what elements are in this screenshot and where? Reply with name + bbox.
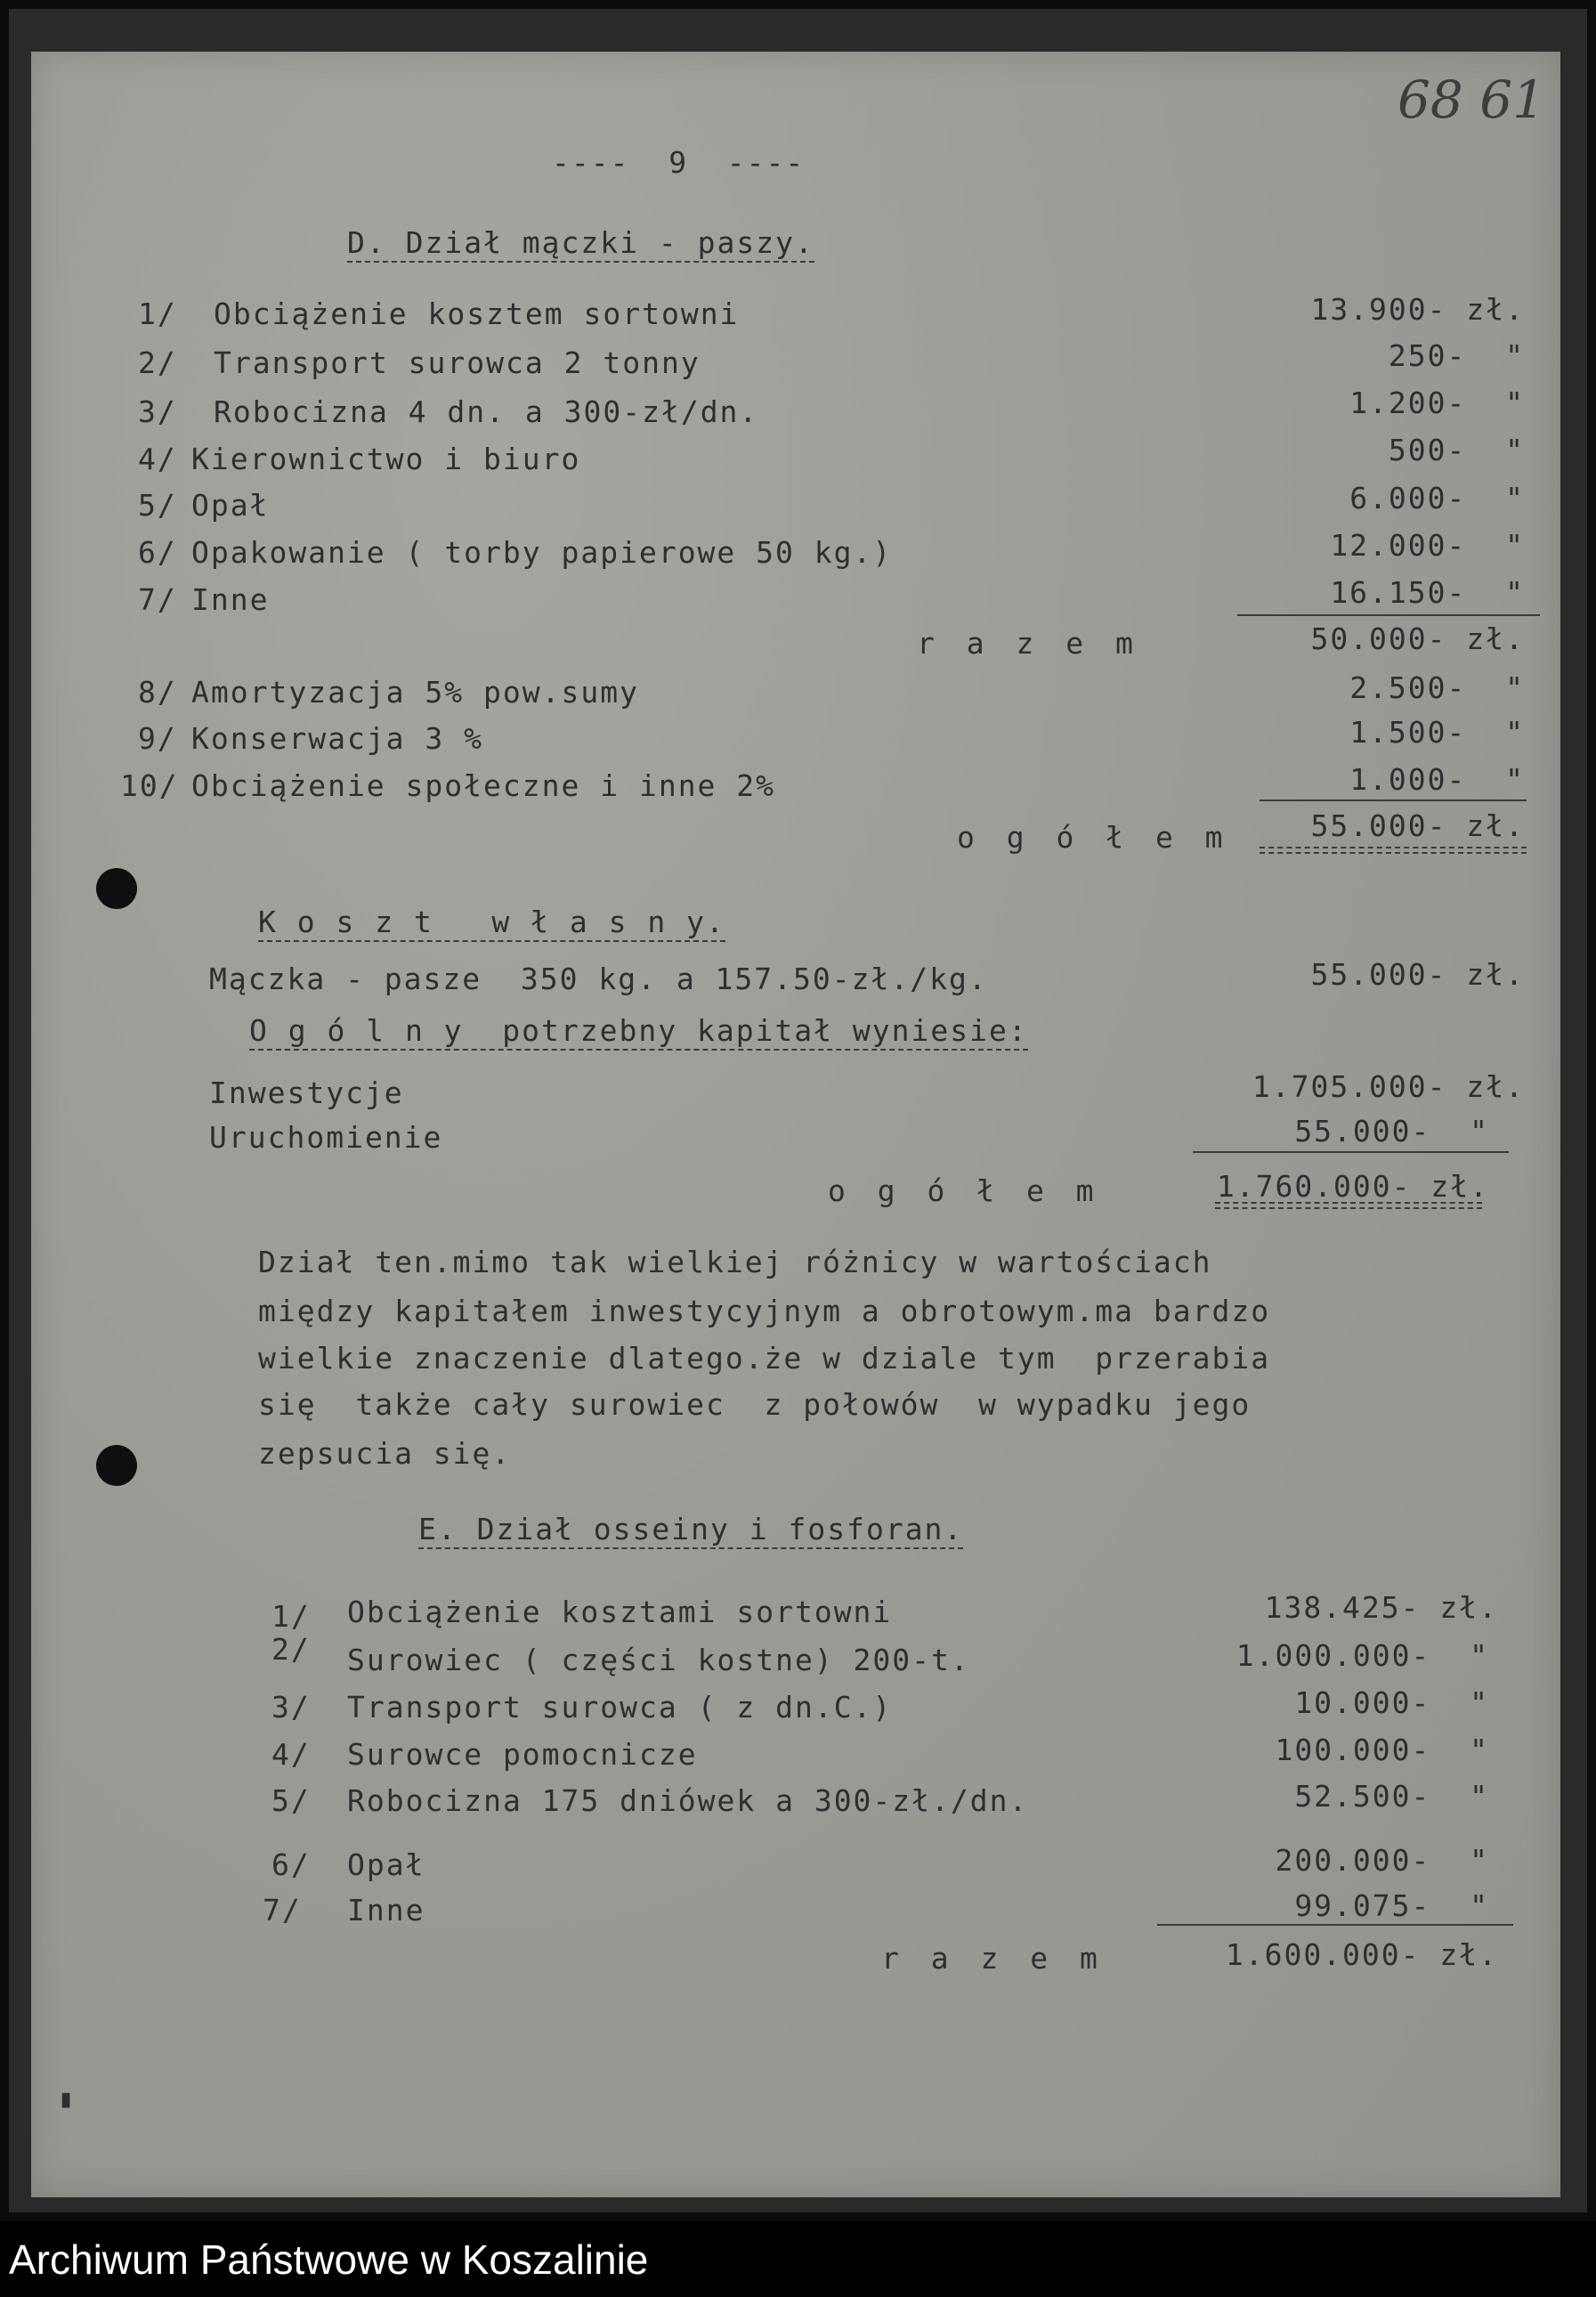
section-d-title: D. Dział mączki - paszy. — [347, 225, 814, 263]
item-amount: 2.500- " — [1349, 670, 1525, 705]
sum-rule — [1157, 1924, 1513, 1926]
sum-rule — [1260, 799, 1527, 801]
punch-hole-top — [96, 868, 137, 909]
subtotal-label: r a z e m — [881, 1941, 1105, 1976]
item-no: 7/ — [138, 582, 177, 617]
item-amount: 13.900- zł. — [1310, 292, 1525, 327]
item-amount: 6.000- " — [1349, 481, 1525, 515]
archive-footer-text: Archiwum Państwowe w Koszalinie — [9, 2236, 649, 2283]
item-amount: 500- " — [1388, 433, 1525, 467]
item-no: 1/ — [138, 296, 177, 331]
item-text: Obciążenie kosztem sortowni — [214, 296, 740, 331]
section-e-title: E. Dział osseiny i fosforan. — [418, 1512, 963, 1549]
paragraph-line: wielkie znaczenie dlatego.że w dziale tym przerabia — [258, 1341, 1271, 1376]
item-text: Inne — [191, 582, 270, 617]
item-no: 6/ — [271, 1847, 311, 1882]
item-text: Obciążenie społeczne i inne 2% — [191, 768, 776, 803]
paragraph-line: się także cały surowiec z połowów w wypadku jego — [258, 1387, 1252, 1422]
item-text: Obciążenie kosztami sortowni — [347, 1595, 893, 1629]
item-text: Transport surowca ( z dn.C.) — [347, 1690, 893, 1725]
item-text: Kierownictwo i biuro — [191, 442, 581, 476]
double-rule — [1260, 847, 1527, 854]
sum-rule — [1237, 614, 1540, 616]
item-text: Robocizna 4 dn. a 300-zł/dn. — [214, 394, 759, 429]
item-no: 4/ — [138, 442, 177, 476]
archive-footer-bar — [0, 2221, 1596, 2297]
page-header: ---- 9 ---- — [552, 145, 806, 180]
item-text: Konserwacja 3 % — [191, 721, 484, 756]
item-text: Opakowanie ( torby papierowe 50 kg.) — [191, 535, 893, 570]
item-amount: 99.075- " — [1294, 1888, 1489, 1923]
cost-line-amount: 55.000- zł. — [1310, 957, 1525, 992]
item-no: 6/ — [138, 535, 177, 570]
paragraph-line: Dział ten.mimo tak wielkiej różnicy w wartościach — [258, 1245, 1212, 1279]
item-amount: 1.200- " — [1349, 386, 1525, 420]
item-no: 5/ — [271, 1783, 311, 1818]
item-amount: 10.000- " — [1294, 1685, 1489, 1720]
item-text: Surowiec ( części kostne) 200-t. — [347, 1643, 970, 1677]
punch-hole-bottom — [96, 1445, 137, 1486]
cost-line-text: Mączka - pasze 350 kg. a 157.50-zł./kg. — [209, 962, 988, 996]
item-no: 3/ — [271, 1690, 311, 1725]
item-amount: 200.000- " — [1275, 1843, 1489, 1878]
item-no: 7/ — [263, 1893, 302, 1928]
double-rule — [1215, 1202, 1482, 1209]
item-no: 3/ — [138, 394, 177, 429]
paragraph-line: między kapitałem inwestycyjnym a obrotowym.ma bardzo — [258, 1294, 1271, 1328]
paragraph-line: zepsucia się. — [258, 1436, 512, 1471]
capital-title: O g ó l n y potrzebny kapitał wyniesie: — [249, 1013, 1028, 1051]
item-text: Surowce pomocnicze — [347, 1737, 698, 1772]
item-amount: 1.500- " — [1349, 715, 1525, 750]
item-amount: 12.000- " — [1330, 528, 1525, 563]
item-amount: 16.150- " — [1330, 575, 1525, 610]
item-text: Amortyzacja 5% pow.sumy — [191, 675, 639, 710]
item-text: Robocizna 175 dniówek a 300-zł./dn. — [347, 1783, 1029, 1818]
item-amount: 100.000- " — [1275, 1733, 1489, 1767]
capital-item-amount: 55.000- " — [1294, 1114, 1489, 1148]
item-no: 9/ — [138, 721, 177, 756]
item-no: 4/ — [271, 1737, 311, 1772]
item-amount: 52.500- " — [1294, 1779, 1489, 1814]
item-no: 2/ — [271, 1632, 311, 1667]
handwritten-page-number: 68 61 — [1398, 69, 1546, 130]
sum-rule — [1193, 1151, 1509, 1153]
item-no: 10/ — [120, 768, 179, 803]
subtotal-label: r a z e m — [917, 626, 1140, 661]
item-text: Transport surowca 2 tonny — [214, 345, 701, 380]
total-amount: 55.000- zł. — [1310, 808, 1525, 843]
total-label: o g ó ł e m — [957, 820, 1230, 855]
item-amount: 250- " — [1388, 338, 1525, 373]
item-text: Inne — [347, 1893, 425, 1928]
typewritten-page — [31, 52, 1560, 2197]
corner-mark: ▘ — [62, 2093, 79, 2122]
item-text: Opał — [191, 488, 270, 523]
item-no: 8/ — [138, 675, 177, 710]
capital-total-label: o g ó ł e m — [828, 1173, 1101, 1208]
capital-item-text: Uruchomienie — [209, 1120, 443, 1155]
subtotal-amount: 1.600.000- zł. — [1225, 1937, 1498, 1972]
capital-item-text: Inwestycje — [209, 1075, 404, 1110]
item-no: 5/ — [138, 488, 177, 523]
item-no: 1/ — [271, 1599, 311, 1634]
item-amount: 1.000- " — [1349, 762, 1525, 797]
capital-total-amount: 1.760.000- zł. — [1216, 1169, 1489, 1204]
capital-item-amount: 1.705.000- zł. — [1252, 1069, 1525, 1104]
item-amount: 1.000.000- " — [1235, 1638, 1489, 1673]
item-no: 2/ — [138, 345, 177, 380]
cost-title: K o s z t w ł a s n y. — [258, 905, 725, 942]
item-text: Opał — [347, 1847, 425, 1882]
item-amount: 138.425- zł. — [1264, 1590, 1498, 1625]
subtotal-amount: 50.000- zł. — [1310, 621, 1525, 656]
